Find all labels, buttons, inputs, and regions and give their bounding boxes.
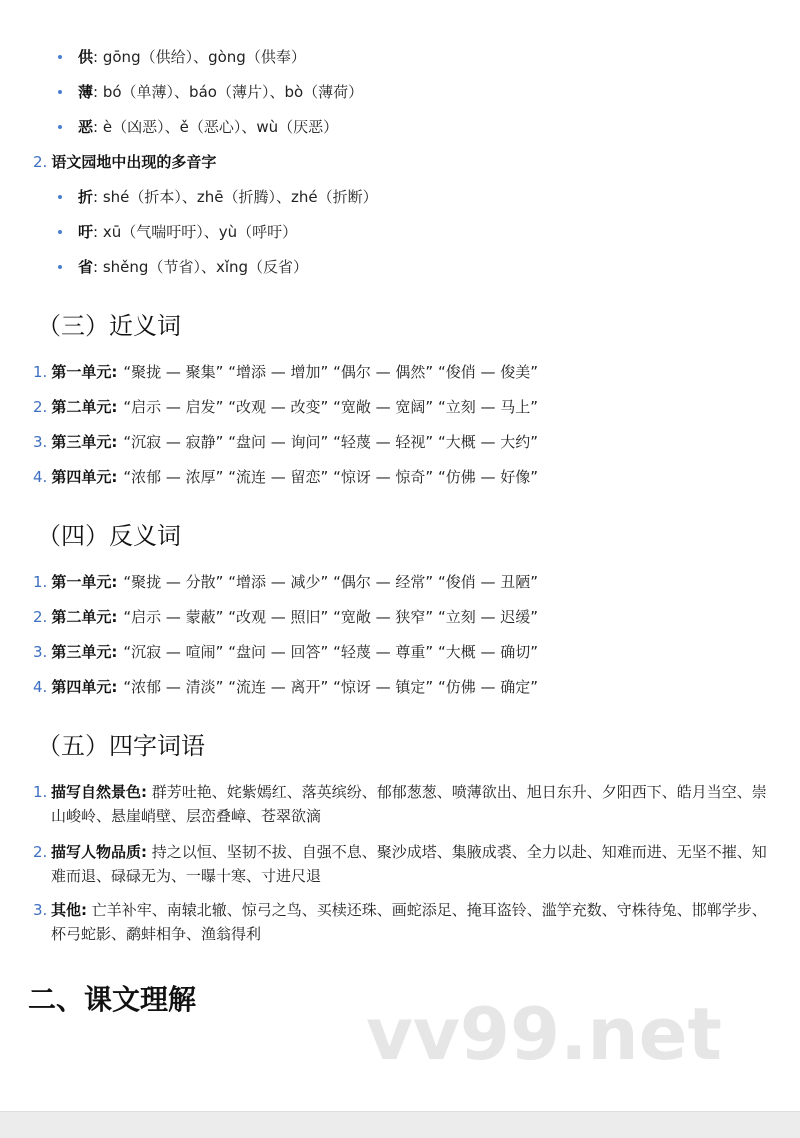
chapter-heading: 二、课文理解 [28,983,197,1016]
antonym-row: 2. 第二单元: “启示 — 蒙蔽” “改观 — 照旧” “宽敞 — 狭窄” “立刻 — 迟缓” [33,608,539,626]
idiom-paragraph: 3. 其他: 亡羊补牢、南辕北辙、惊弓之鸟、买椟还珠、画蛇添足、掩耳盗铃、滥竽充数、守株待兔、邯郸学步、杯弓蛇影、鹬蚌相争、渔翁得利 [33,901,767,943]
antonym-row: 1. 第一单元: “聚拢 — 分散” “增添 — 减少” “偶尔 — 经常” “俊俏 — 丑陋” [33,573,539,591]
antonym-row: 4. 第四单元: “浓郁 — 清淡” “流连 — 离开” “惊讶 — 镇定” “仿佛 — 确定” [33,678,539,696]
bullet-icon [58,55,62,59]
synonym-row: 2. 第二单元: “启示 — 启发” “改观 — 改变” “宽敞 — 宽阔” “立刻 — 马上” [33,398,539,416]
bullet-icon [58,195,62,199]
idiom-paragraph: 1. 描写自然景色: 群芳吐艳、姹紫嫣红、落英缤纷、郁郁葱葱、喷薄欲出、旭日东升、夕阳西下、皓月当空、崇山峻岭、悬崖峭壁、层峦叠嶂、苍翠欲滴 [33,783,767,825]
antonyms-heading: （四）反义词 [37,522,181,550]
idioms-heading: （五）四字词语 [37,732,205,760]
bullet-icon [58,265,62,269]
bullet-icon [58,90,62,94]
garden-subheading: 2. 语文园地中出现的多音字 [33,153,217,171]
document-page: 供: gōng（供给）、gòng（供奉） 薄: bó（单薄）、báo（薄片）、bò（薄荷） 恶: è（凶恶）、ě（恶心）、wù（厌恶） 2. 语文园地中出现的多音字 折: shé（折本）、zhē（折腾）、zhé（折断） 吁: xū（气喘吁吁）、yù（呼吁） 省: shěng（节省）、xǐng（反省） （三）近义词 1. 第一单元: “聚拢 — 聚集” “增添 — 增加” “偶尔 — 偶然” “俊俏 — 俊美” 2. 第二单元: “启示 — 启发” “改观 — 改变” “宽敞 — 宽阔” “立刻 — 马上” 3. 第三单元: “沉寂 — 寂静” “盘问 — 询问” “轻蔑 — 轻视” “大概 — 大约” 4. 第四单元: “浓郁 — 浓厚” “流连 — 留恋” “惊讶 — 惊奇” “仿佛 — 好像” （四）反义词 1. 第一单元: “聚拢 — 分散” “增添 — 减少” “偶尔 — 经常” “俊俏 — 丑陋” 2. 第二单元: “启示 — 蒙蔽” “改观 — 照旧” “宽敞 — 狭窄” “立刻 — 迟缓” 3. 第三单元: “沉寂 — 喧闹” “盘问 — 回答” “轻蔑 — 尊重” “大概 — 确切” 4. 第四单元: “浓郁 — 清淡” “流连 — 离开” “惊讶 — 镇定” “仿佛 — 确定” （五）四字词语 1. 描写自然景色: 群芳吐艳、姹紫嫣红、落英缤纷、郁郁葱葱、喷薄欲出、旭日东升、夕阳西下、皓月当空、崇山峻岭、悬崖峭壁、层峦叠嶂、苍翠欲滴 2. 描写人物品质: 持之以恒、坚韧不拔、自强不息、聚沙成塔、集腋成裘、全力以赴、知难而进、无坚不摧、知难而退、碌碌无为、一曝十寒、寸进尺退 3. 其他: 亡羊补牢、南辕北辙、惊弓之鸟、买椟还珠、画蛇添足、掩耳盗铃、滥竽充数、守株待兔、邯郸学步、杯弓蛇影、鹬蚌相争、渔翁得利 二、课文理解 vv99.net [0,0,800,1137]
bottom-scrollbar[interactable] [0,1111,800,1138]
watermark: vv99.net [366,992,722,1076]
bullet-icon [58,125,62,129]
bullet-icon [58,230,62,234]
synonyms-heading: （三）近义词 [37,312,181,340]
synonym-row: 3. 第三单元: “沉寂 — 寂静” “盘问 — 询问” “轻蔑 — 轻视” “大概 — 大约” [33,433,539,451]
synonym-row: 4. 第四单元: “浓郁 — 浓厚” “流连 — 留恋” “惊讶 — 惊奇” “仿佛 — 好像” [33,468,539,486]
antonym-row: 3. 第三单元: “沉寂 — 喧闹” “盘问 — 回答” “轻蔑 — 尊重” “大概 — 确切” [33,643,539,661]
idiom-paragraph: 2. 描写人物品质: 持之以恒、坚韧不拔、自强不息、聚沙成塔、集腋成裘、全力以赴、知难而进、无坚不摧、知难而退、碌碌无为、一曝十寒、寸进尺退 [33,843,767,885]
synonym-row: 1. 第一单元: “聚拢 — 聚集” “增添 — 增加” “偶尔 — 偶然” “俊俏 — 俊美” [33,363,539,381]
